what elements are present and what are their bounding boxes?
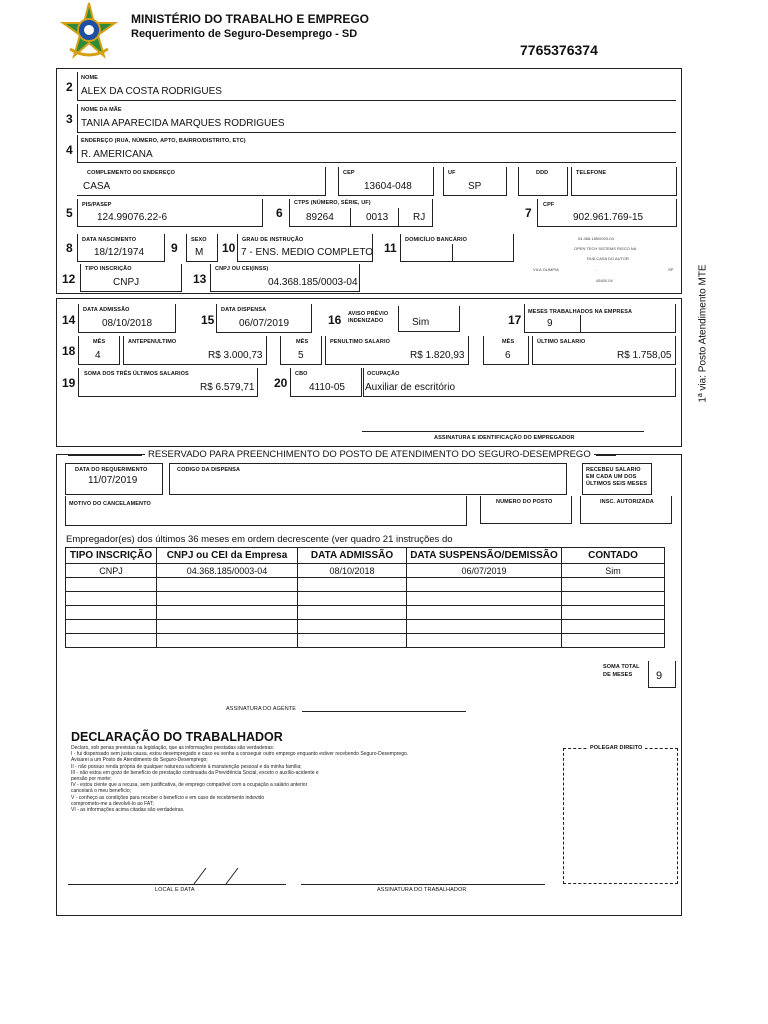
- phone-label: TELEFONE: [576, 170, 607, 176]
- declaration-item: V - conheço as condições para receber o benefício e em caso de recebimento indevido: [71, 794, 265, 801]
- field-5-number: 5: [66, 206, 73, 220]
- table-cell: [407, 592, 562, 606]
- month-1-label: MÊS: [93, 339, 106, 345]
- pis-value: 124.99076.22-6: [97, 212, 168, 223]
- table-cell: [562, 634, 665, 648]
- field-12-number: 12: [62, 272, 76, 286]
- table-cell: [407, 606, 562, 620]
- declaration-item: VI - as informações acima citadas são verdadeiras.: [71, 807, 185, 814]
- request-date-label: DATA DO REQUERIMENTO: [75, 467, 148, 473]
- dismissal-date-value: 06/07/2019: [239, 318, 290, 329]
- mother-name-label: NOME DA MÃE: [81, 107, 122, 113]
- field-17-number: 17: [508, 313, 522, 327]
- table-cell: [298, 592, 407, 606]
- cep-label: CEP: [343, 170, 355, 176]
- bank-info-line-5: 45400 04: [596, 278, 613, 283]
- table-cell: [298, 606, 407, 620]
- received-salary-label: RECEBEU SALARIO EM CADA UM DOS ÚLTIMOS SEIS MESES: [586, 467, 647, 487]
- section3-rule-right: [596, 455, 616, 456]
- total-months-value: 9: [656, 670, 663, 682]
- notice-value: Sim: [412, 317, 430, 328]
- last-salary-label: ÚLTIMO SALARIO: [537, 339, 586, 345]
- table-row: [66, 592, 665, 606]
- cpf-label: CPF: [543, 202, 555, 208]
- education-label: GRAU DE INSTRUÇÃO: [242, 237, 304, 243]
- occupation-label: OCUPAÇÃO: [367, 371, 400, 377]
- table-cell: [66, 620, 157, 634]
- month-3-label: MÊS: [502, 339, 515, 345]
- post-number-label: NUMERO DO POSTO: [496, 499, 553, 505]
- bank-info-line-4b: -: [596, 267, 598, 272]
- month-3-value: 6: [505, 350, 511, 361]
- occupation-value: Auxiliar de escritório: [365, 382, 456, 393]
- dismissal-code-label: CODIGO DA DISPENSA: [177, 467, 241, 473]
- employers-table: [65, 547, 665, 648]
- section3-rule-left: [68, 455, 142, 456]
- table-row: [66, 564, 665, 578]
- ctps-label: CTPS (NÚMERO, SÉRIE, UF): [294, 200, 371, 206]
- inscription-type-label: TIPO INSCRIÇÃO: [85, 266, 132, 272]
- table-cell: [298, 634, 407, 648]
- field-10-number: 10: [222, 241, 236, 255]
- worker-signature-label: ASSINATURA DO TRABALHADOR: [377, 887, 467, 893]
- table-cell: 08/10/2018: [298, 564, 407, 578]
- month-1-value: 4: [95, 350, 101, 361]
- admission-date-label: DATA ADMISSÃO: [83, 307, 130, 313]
- ddd-label: DDD: [536, 170, 549, 176]
- ctps-divider-2: [398, 208, 399, 227]
- ctps-series-value: 0013: [366, 212, 389, 223]
- form-title: Requerimento de Seguro-Desemprego - SD: [131, 28, 358, 40]
- table-cell: [66, 592, 157, 606]
- declaration-item: III - não estou em gozo de benefício de prestação continuada da Previdência Social, exceto o auxílio-acidente e: [71, 769, 319, 776]
- employer-signature-line[interactable]: [362, 431, 644, 432]
- col-cnpj: CNPJ ou CEI da Empresa: [157, 548, 298, 564]
- months-worked-divider: [580, 315, 581, 332]
- declaration-item: I - fui dispensado sem justa causa, estou desempregado e caso eu venha a conseguir outro emprego enquanto estiver recebendo Seguro-Desemprego.: [71, 751, 409, 758]
- table-cell: [66, 606, 157, 620]
- cnpj-value: 04.368.185/0003-04: [268, 277, 358, 288]
- table-cell: [66, 578, 157, 592]
- mother-name-value: TANIA APARECIDA MARQUES RODRIGUES: [81, 118, 285, 129]
- table-cell: [562, 592, 665, 606]
- field-16-number: 16: [328, 313, 342, 327]
- table-cell: CNPJ: [66, 564, 157, 578]
- table-cell: 04.368.185/0003-04: [157, 564, 298, 578]
- thumbprint-label: POLEGAR DIREITO: [587, 745, 645, 751]
- admission-date-value: 08/10/2018: [102, 318, 153, 329]
- field-6-number: 6: [276, 206, 283, 220]
- months-worked-value: 9: [547, 318, 553, 329]
- thumbprint-box[interactable]: [563, 748, 678, 884]
- ministry-name: MINISTÉRIO DO TRABALHO E EMPREGO: [131, 12, 370, 26]
- month-2-label: MÊS: [296, 339, 309, 345]
- address-value: R. AMERICANA: [81, 149, 153, 160]
- ctps-number-value: 89264: [306, 212, 334, 223]
- table-row: [66, 606, 665, 620]
- agent-signature-label: ASSINATURA DO AGENTE: [226, 706, 297, 712]
- declaration-item: II - não possuo renda própria de qualquer natureza suficiente à manutenção pessoal e da minha família;: [71, 763, 302, 770]
- col-admission-date: DATA ADMISSÃO: [298, 548, 407, 564]
- col-inscription-type: TIPO INSCRIÇÃO: [66, 548, 157, 564]
- bank-info-line-4c: SP: [668, 267, 674, 272]
- employer-signature-label: ASSINATURA E IDENTIFICAÇÃO DO EMPREGADOR: [434, 435, 575, 441]
- declaration-item: IV - estou ciente que a recusa, sem justificativa, de emprego compatível com a ocupação a salário anterior: [71, 782, 308, 789]
- field-20-number: 20: [274, 376, 288, 390]
- employers-intro: Empregador(es) dos últimos 36 meses em ordem decrescente (ver quadro 21 instruções do: [66, 534, 453, 545]
- field-7-number: 7: [525, 206, 532, 220]
- pis-label: PIS/PASEP: [82, 202, 112, 208]
- table-cell: [562, 606, 665, 620]
- side-note: 1ª via: Posto Atendimento MTE: [697, 264, 709, 403]
- field-11-number: 11: [384, 241, 397, 255]
- notice-label: AVISO PRÉVIO INDENIZADO: [348, 311, 389, 324]
- uf-value: SP: [468, 181, 482, 192]
- table-cell: [298, 620, 407, 634]
- total-months-label: SOMA TOTAL DE MESES: [603, 664, 640, 678]
- table-cell: Sim: [562, 564, 665, 578]
- field-14-number: 14: [62, 313, 76, 327]
- authorized-insc-label: INSC. AUTORIZADA: [600, 499, 654, 505]
- field-8-number: 8: [66, 241, 73, 255]
- field-2-number: 2: [66, 80, 73, 94]
- inscription-type-value: CNPJ: [113, 277, 140, 288]
- bank-info-line-4a: VILA OLIMPIA: [533, 267, 559, 272]
- declaration-text: [71, 745, 541, 813]
- months-worked-label: MESES TRABALHADOS NA EMPRESA: [528, 309, 633, 315]
- antepenultimate-salary-label: ANTEPENULTIMO: [128, 339, 177, 345]
- section3-title: RESERVADO PARA PREENCHIMENTO DO POSTO DE ATENDIMENTO DO SEGURO-DESEMPREGO: [145, 449, 594, 460]
- cep-value: 13604-048: [364, 181, 412, 192]
- declaration-title: DECLARAÇÃO DO TRABALHADOR: [71, 730, 283, 744]
- cancel-reason-label: MOTIVO DO CANCELAMENTO: [69, 501, 151, 507]
- bank-info-line-2: OPEN TECH SISTEMS RISCO NA: [574, 246, 637, 251]
- birth-date-label: DATA NASCIMENTO: [82, 237, 137, 243]
- table-row: [66, 620, 665, 634]
- dismissal-date-label: DATA DISPENSA: [221, 307, 267, 313]
- cpf-value: 902.961.769-15: [573, 212, 644, 223]
- table-cell: [298, 578, 407, 592]
- table-cell: [66, 634, 157, 648]
- education-value: 7 - ENS. MEDIO COMPLETO: [241, 247, 374, 258]
- salary-sum-value: R$ 6.579,71: [200, 382, 255, 393]
- col-suspension-date: DATA SUSPENSÃO/DEMISSÃO: [407, 548, 562, 564]
- declaration-item: pensão por morte;: [71, 776, 112, 783]
- bank-divider: [452, 244, 453, 261]
- field-4-number: 4: [66, 143, 73, 157]
- table-row: [66, 634, 665, 648]
- cnpj-label: CNPJ OU CEI(INSS): [215, 266, 269, 272]
- field-15-number: 15: [201, 313, 215, 327]
- table-cell: [157, 578, 298, 592]
- coat-of-arms-icon: [58, 1, 120, 63]
- bank-label: DOMICÍLIO BANCÁRIO: [405, 237, 467, 243]
- ctps-uf-value: RJ: [413, 212, 426, 223]
- local-date-line[interactable]: [68, 884, 286, 885]
- sex-value: M: [195, 247, 204, 258]
- table-cell: [407, 634, 562, 648]
- table-cell: [157, 620, 298, 634]
- table-cell: 06/07/2019: [407, 564, 562, 578]
- table-cell: [157, 606, 298, 620]
- col-counted: CONTADO: [562, 548, 665, 564]
- agent-signature-line[interactable]: [302, 711, 466, 712]
- declaration-item: Avisarei a um Posto de Atendimento do Seguro-Desemprego;: [71, 757, 208, 764]
- table-cell: [407, 578, 562, 592]
- antepenultimate-salary-value: R$ 3.000,73: [208, 350, 263, 361]
- complement-label: COMPLEMENTO DO ENDEREÇO: [87, 170, 176, 176]
- cbo-label: CBO: [295, 371, 308, 377]
- table-cell: [562, 578, 665, 592]
- table-header-row: [66, 548, 665, 564]
- ctps-divider-1: [350, 208, 351, 227]
- sex-label: SEXO: [191, 237, 207, 243]
- last-salary-value: R$ 1.758,05: [617, 350, 672, 361]
- declaration-item: comprometo-me a devolvê-lo ao FAT;: [71, 800, 154, 807]
- field-3-number: 3: [66, 112, 73, 126]
- local-date-label: LOCAL E DATA: [155, 887, 195, 893]
- birth-date-value: 18/12/1974: [94, 247, 145, 258]
- field-9-number: 9: [171, 241, 178, 255]
- uf-label: UF: [448, 170, 456, 176]
- field-13-number: 13: [193, 272, 207, 286]
- field-18-number: 18: [62, 344, 76, 358]
- local-date-slashes-icon: [190, 866, 250, 891]
- address-label: ENDEREÇO (RUA, NÚMERO, APTO, BAIRRO/DISTRITO, ETC): [81, 138, 246, 144]
- salary-sum-label: SOMA DOS TRÊS ÚLTIMOS SALARIOS: [84, 371, 189, 377]
- declaration-item: cancelará o meu benefício;: [71, 788, 132, 795]
- cbo-value: 4110-05: [309, 382, 345, 393]
- table-cell: [407, 620, 562, 634]
- table-cell: [562, 620, 665, 634]
- request-date-value: 11/07/2019: [88, 475, 138, 486]
- complement-value: CASA: [83, 181, 111, 192]
- penultimate-salary-label: PENULTIMO SALARIO: [330, 339, 390, 345]
- declaration-intro: Declaro, sob penas previstas na legislação, que as informações prestadas são verdadeiras:: [71, 745, 275, 751]
- table-cell: [157, 634, 298, 648]
- bank-info-line-3: RUA CASA DO AUTOR: [587, 256, 629, 261]
- name-value: ALEX DA COSTA RODRIGUES: [81, 86, 222, 97]
- bank-info-line-1: 04.368.185/0003-04: [578, 236, 614, 241]
- month-2-value: 5: [298, 350, 304, 361]
- field-19-number: 19: [62, 376, 76, 390]
- table-row: [66, 578, 665, 592]
- table-cell: [157, 592, 298, 606]
- name-label: NOME: [81, 75, 98, 81]
- worker-signature-line[interactable]: [301, 884, 545, 885]
- penultimate-salary-value: R$ 1.820,93: [410, 350, 465, 361]
- form-number: 7765376374: [520, 42, 598, 58]
